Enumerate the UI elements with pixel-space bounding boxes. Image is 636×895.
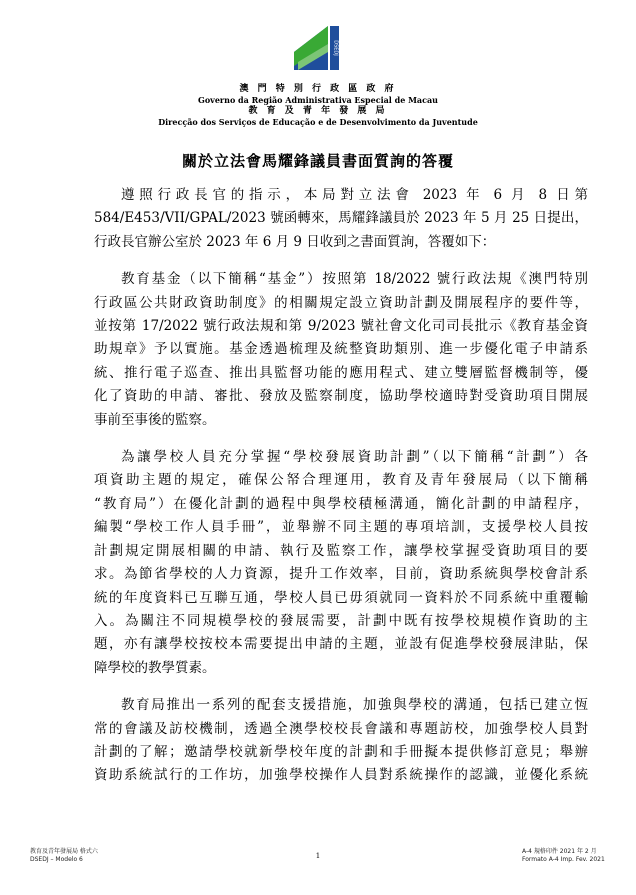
paragraph-4 bbox=[94, 694, 588, 788]
text-line: 題，亦有讓學校按校本需要提出申請的主題，並設有促進學校發展津貼，保 bbox=[94, 636, 588, 653]
text-line: 項資助主題的規定，確保公帑合理運用，教育及青年發展局（以下簡稱 bbox=[94, 472, 588, 489]
text-line: 並按第 17/2022 號行政法規和第 9/2023 號社會文化司司長批示《教育基金資 bbox=[94, 318, 588, 335]
footer-form-pt: DSEDJ – Modelo 6 bbox=[30, 856, 83, 863]
org-name-pt: Governo da Região Administrativa Especial de Macau bbox=[198, 95, 438, 105]
text-line: 行政區公共財政資助制度》的相關規定設立資助計劃及開展程序的要件等， bbox=[94, 294, 588, 311]
text-line: 計劃的了解；邀請學校就新學校年度的計劃和手冊擬本提供修訂意見；舉辦 bbox=[94, 743, 588, 760]
text-line: 求。為節省學校的人力資源，提升工作效率，目前，資助系統與學校會計系 bbox=[94, 566, 588, 583]
paragraph-2 bbox=[94, 268, 588, 432]
dsedj-logo bbox=[290, 22, 346, 74]
footer-form-zh: 教育及青年發展局 格式六 bbox=[30, 848, 98, 855]
text-line: 統的年度資料已互聯互通，學校人員已毋須就同一資料於不同系統中重覆輸 bbox=[94, 589, 588, 606]
page-number: 1 bbox=[315, 852, 321, 860]
dept-name-pt: Direcção dos Serviços de Educação e de Desenvolvimento da Juventude bbox=[158, 117, 478, 127]
paragraph-3 bbox=[94, 446, 588, 680]
text-line: 行政長官辦公室於 2023 年 6 月 9 日收到之書面質詢，答覆如下： bbox=[94, 233, 496, 250]
text-line: 資助系統試行的工作坊，加強學校操作人員對系統操作的認識，並優化系統 bbox=[94, 767, 588, 784]
text-line: 教育局推出一系列的配套支援措施，加強與學校的溝通，包括已建立恆 bbox=[121, 697, 588, 714]
text-line: 障學校的教學質素。 bbox=[94, 659, 216, 676]
text-line: 事前至事後的監察。 bbox=[94, 411, 216, 428]
text-line: 編製“學校工作人員手冊”，並舉辦不同主題的專項培訓，支援學校人員按 bbox=[94, 519, 588, 536]
text-line: 化了資助的申請、審批、發放及監察制度，協助學校適時對受資助項目開展 bbox=[94, 388, 588, 405]
text-line: 遵照行政長官的指示，本局對立法會 2023 年 6 月 8 日第 bbox=[121, 187, 588, 203]
text-line: 入。為關注不同規模學校的發展需要，計劃中既有按學校規模作資助的主 bbox=[94, 612, 588, 629]
document-title: 關於立法會馬耀鋒議員書面質詢的答覆 bbox=[181, 152, 454, 170]
document-body bbox=[94, 184, 588, 802]
text-line: 統、推行電子巡查、推出具監督功能的應用程式、建立雙層監督機制等，優 bbox=[94, 364, 588, 381]
text-line: 為讓學校人員充分掌握“學校發展資助計劃”（以下簡稱“計劃”）各 bbox=[121, 449, 588, 466]
text-line: 計劃規定開展相關的申請、執行及監察工作，讓學校掌握受資助項目的要 bbox=[94, 542, 588, 559]
text-line: “教育局”）在優化計劃的過程中與學校積極溝通，簡化計劃的申請程序， bbox=[94, 495, 588, 512]
paragraph-1 bbox=[94, 184, 588, 254]
dept-name-zh: 教 育 及 青 年 發 展 局 bbox=[248, 106, 388, 116]
footer-format-zh: A-4 規格印件 2021 年 2 月 bbox=[522, 848, 597, 855]
footer-format-pt: Formato A-4 Imp. Fev. 2021 bbox=[522, 856, 605, 863]
text-line: 584/E453/VII/GPAL/2023 號函轉來，馬耀鋒議員於 2023 年 5 月 25 日提出， bbox=[94, 210, 588, 227]
footer-format-info bbox=[522, 848, 605, 864]
text-line: 教育基金（以下簡稱“基金”）按照第 18/2022 號行政法規《澳門特別 bbox=[121, 271, 588, 288]
text-line: 助規章》予以實施。基金透過梳理及統整資助類別、進一步優化電子申請系 bbox=[94, 341, 588, 358]
org-name-zh: 澳 門 特 別 行 政 區 政 府 bbox=[239, 84, 397, 94]
logo-text: DSEDJ bbox=[332, 40, 339, 56]
text-line: 常的會議及訪校機制，透過全澳學校校長會議和專題訪校，加強學校人員對 bbox=[94, 720, 588, 737]
